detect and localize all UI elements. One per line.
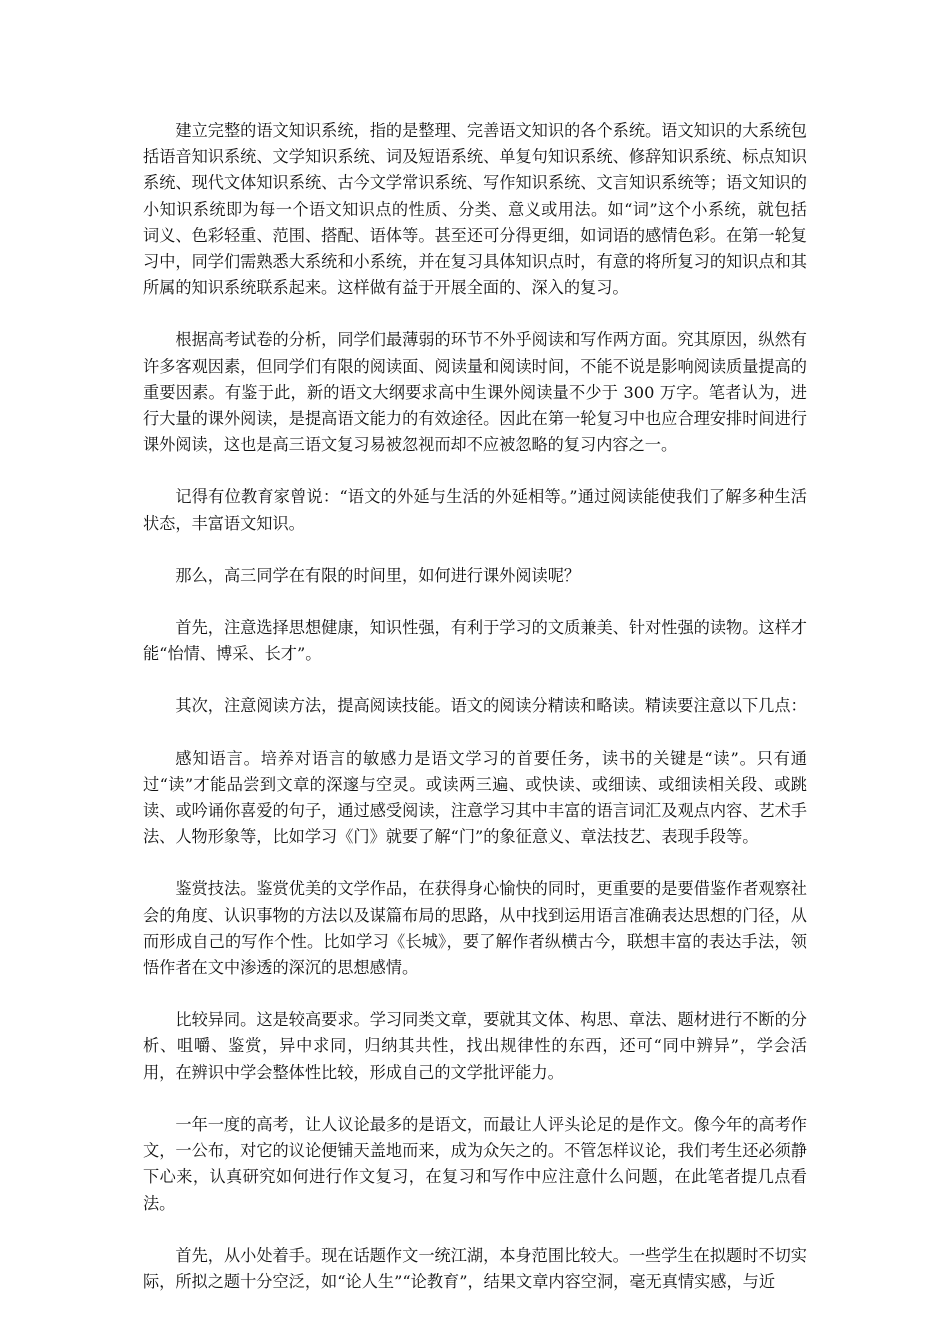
paragraph-knowledge-system: 建立完整的语文知识系统，指的是整理、完善语文知识的各个系统。语文知识的大系统包括语音知识系统、文学知识系统、词及短语系统、单复句知识系统、修辞知识系统、标点知识系统、现代文体知识系统、古今文学常识系统、写作知识系统、文言知识系统等；语文知识的小知识系统即为每一个语文知识点的性质、分类、意义或用法。如“词”这个小系统，就包括词义、色彩轻重、范围、搭配、语体等。甚至还可分得更细，如词语的感情色彩。在第一轮复习中，同学们需熟悉大系统和小系统，并在复习具体知识点时，有意的将所复习的知识点和其所属的知识系统联系起来。这样做有益于开展全面的、深入的复习。 — [143, 121, 807, 298]
paragraph-appreciate-technique: 鉴赏技法。鉴赏优美的文学作品，在获得身心愉快的同时，更重要的是要借鉴作者观察社会的角度、认识事物的方法以及谋篇布局的思路，从中找到运用语言准确表达思想的门径，从而形成自己的写作个性。比如学习《长城》，要了解作者纵横古今，联想丰富的表达手法，领悟作者在文中渗透的深沉的思想感情。 — [143, 879, 807, 978]
paragraph-perceive-language: 感知语言。培养对语言的敏感力是语文学习的首要任务，读书的关键是“读”。只有通过“读”才能品尝到文章的深邃与空灵。或读两三遍、或快读、或细读、或细读相关段、或跳读、或吟诵你喜爱的句子，通过感受阅读，注意学习其中丰富的语言词汇及观点内容、艺术手法、人物形象等，比如学习《门》就要了解“门”的象征意义、章法技艺、表现手段等。 — [143, 748, 807, 847]
paragraph-choose-readings: 首先，注意选择思想健康，知识性强，有利于学习的文质兼美、针对性强的读物。这样才能“怡情、博采、长才”。 — [143, 618, 807, 664]
document-body — [143, 118, 807, 1321]
paragraph-composition-review: 一年一度的高考，让人议论最多的是语文，而最让人评头论足的是作文。像今年的高考作文，一公布，对它的议论便铺天盖地而来，成为众矢之的。不管怎样议论，我们考生还必须静下心来，认真研究如何进行作文复习，在复习和写作中应注意什么问题，在此笔者提几点看法。 — [143, 1114, 807, 1213]
paragraph-start-small: 首先，从小处着手。现在话题作文一统江湖，本身范围比较大。一些学生在拟题时不切实际，所拟之题十分空泛，如“论人生”“论教育”，结果文章内容空洞，毫无真情实感，与近 — [143, 1245, 807, 1291]
paragraph-educator-quote: 记得有位教育家曾说：“语文的外延与生活的外延相等。”通过阅读能使我们了解多种生活状态，丰富语文知识。 — [143, 487, 807, 533]
paragraph-reading-question: 那么，高三同学在有限的时间里，如何进行课外阅读呢？ — [175, 565, 581, 585]
paragraph-reading-methods: 其次，注意阅读方法，提高阅读技能。语文的阅读分精读和略读。精读要注意以下几点： — [175, 696, 807, 716]
paragraph-exam-analysis: 根据高考试卷的分析，同学们最薄弱的环节不外乎阅读和写作两方面。究其原因，纵然有许多客观因素，但同学们有限的阅读面、阅读量和阅读时间，不能不说是影响阅读质量提高的重要因素。有鉴于此，新的语文大纲要求高中生课外阅读量不少于 300 万字。笔者认为，进行大量的课外阅读，是提高语文能力的有效途径。因此在第一轮复习中也应合理安排时间进行课外阅读，这也是高三语文复习易被忽视而却不应被忽略的复习内容之一。 — [143, 330, 807, 455]
paragraph-compare-differences: 比较异同。这是较高要求。学习同类文章，要就其文体、构思、章法、题材进行不断的分析、咀嚼、鉴赏，异中求同，归纳其共性，找出规律性的东西，还可“同中辨异”，学会活用，在辨识中学会整体性比较，形成自己的文学批评能力。 — [143, 1010, 807, 1082]
